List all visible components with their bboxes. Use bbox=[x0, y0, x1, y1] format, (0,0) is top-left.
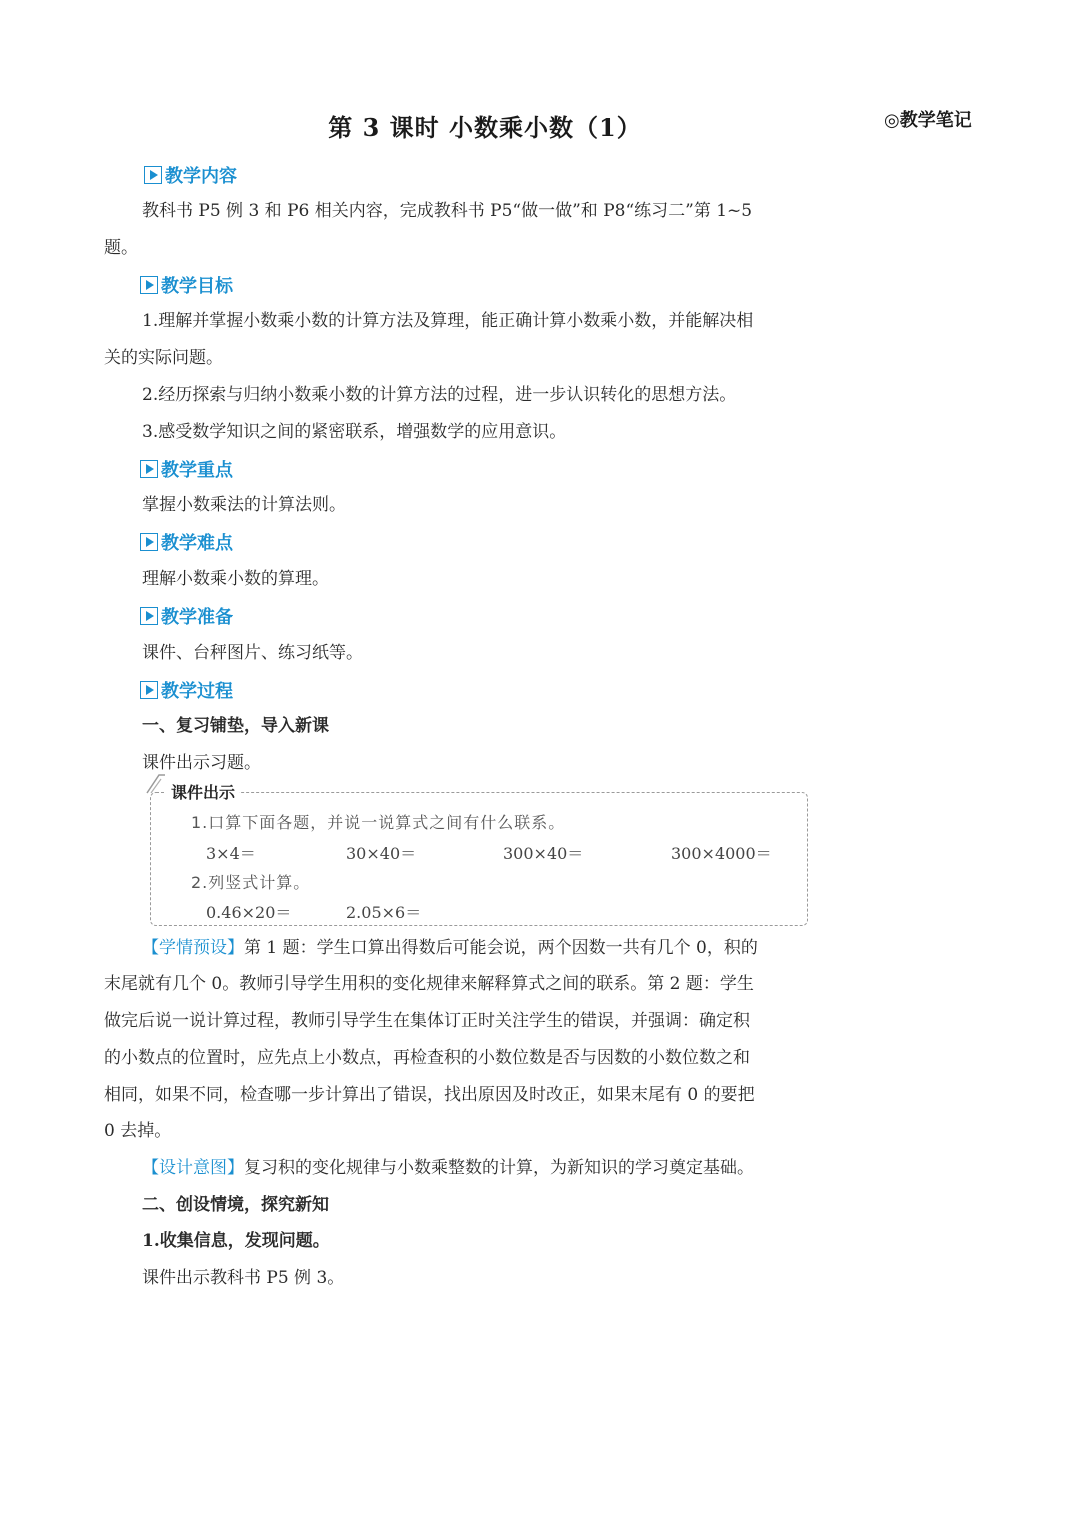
heading-teaching-goals bbox=[104, 266, 824, 303]
heading-label: 教学重点 bbox=[161, 459, 233, 481]
analysis-tag: 【学情预设】 bbox=[142, 937, 244, 958]
analysis-line-3: 做完后说一说计算过程，教师引导学生在集体订正时关注学生的错误，并强调：确定积 bbox=[104, 1011, 750, 1032]
teaching-notes-label: ◎教学笔记 bbox=[884, 110, 972, 131]
goal-1-line2: 关的实际问题。 bbox=[104, 348, 223, 369]
design-text: 复习积的变化规律与小数乘整数的计算，为新知识的学习奠定基础。 bbox=[244, 1157, 754, 1178]
heading-label: 教学目标 bbox=[161, 275, 233, 297]
heading-label: 教学过程 bbox=[161, 680, 233, 702]
analysis-line-1 bbox=[104, 930, 824, 967]
part1-title: 一、复习铺垫，导入新课 bbox=[142, 716, 329, 737]
play-icon bbox=[140, 533, 158, 551]
heading-label: 教学内容 bbox=[165, 165, 237, 187]
analysis-line-2: 末尾就有几个 0。教师引导学生用积的变化规律来解释算式之间的联系。第 2 题：学生 bbox=[104, 974, 754, 995]
q2-item: 0.46×20＝ bbox=[206, 902, 292, 922]
play-icon bbox=[140, 276, 158, 294]
play-icon bbox=[144, 166, 162, 184]
content-text-line2: 题。 bbox=[104, 237, 138, 258]
play-icon bbox=[140, 460, 158, 478]
q1-item: 300×40＝ bbox=[503, 843, 584, 863]
part1-text: 课件出示习题。 bbox=[142, 753, 261, 774]
heading-difficulty bbox=[104, 524, 824, 561]
difficulty-text: 理解小数乘小数的算理。 bbox=[142, 568, 329, 589]
heading-process bbox=[104, 671, 824, 708]
design-tag: 【设计意图】 bbox=[142, 1157, 244, 1178]
heading-label: 教学难点 bbox=[161, 533, 233, 555]
page-title: 第 3 课时 小数乘小数（1） bbox=[328, 113, 642, 142]
courseware-label: 课件出示 bbox=[165, 780, 239, 803]
heading-key-point bbox=[104, 450, 824, 487]
analysis-line-4: 的小数点的位置时，应先点上小数点，再检查积的小数位数是否与因数的小数位数之和 bbox=[104, 1047, 750, 1068]
part2-subtitle: 1.收集信息，发现问题。 bbox=[142, 1231, 330, 1252]
key-point-text: 掌握小数乘法的计算法则。 bbox=[142, 495, 346, 516]
goal-3: 3.感受数学知识之间的紧密联系，增强数学的应用意识。 bbox=[142, 421, 567, 442]
q1-item: 30×40＝ bbox=[346, 843, 417, 863]
design-intent bbox=[104, 1150, 824, 1187]
play-icon bbox=[140, 681, 158, 699]
heading-preparation bbox=[104, 598, 824, 635]
heading-label: 教学准备 bbox=[161, 607, 233, 629]
q1-item: 300×4000＝ bbox=[671, 843, 772, 863]
heading-teaching-content bbox=[104, 156, 824, 193]
content-text-line1: 教科书 P5 例 3 和 P6 相关内容，完成教科书 P5“做一做”和 P8“练习二”第 1~5 bbox=[142, 201, 753, 221]
part2-text: 课件出示教科书 P5 例 3。 bbox=[142, 1268, 345, 1289]
courseware-question-1: 1.口算下面各题，并说一说算式之间有什么联系。 bbox=[191, 812, 566, 832]
goal-1-line1: 1.理解并掌握小数乘小数的计算方法及算理，能正确计算小数乘小数，并能解决相 bbox=[142, 311, 754, 332]
preparation-text: 课件、台秤图片、练习纸等。 bbox=[142, 642, 363, 663]
q2-item: 2.05×6＝ bbox=[346, 902, 422, 922]
courseware-box bbox=[150, 782, 808, 926]
lesson-content bbox=[104, 156, 824, 1297]
analysis-line-5: 相同，如果不同，检查哪一步计算出了错误，找出原因及时改正，如果末尾有 0 的要把 bbox=[104, 1084, 755, 1105]
q1-item: 3×4＝ bbox=[206, 843, 256, 863]
analysis-line-6: 0 去掉。 bbox=[104, 1121, 172, 1142]
goal-2: 2.经历探索与归纳小数乘小数的计算方法的过程，进一步认识转化的思想方法。 bbox=[142, 384, 737, 405]
analysis-text: 第 1 题：学生口算出得数后可能会说，两个因数一共有几个 0，积的 bbox=[244, 937, 758, 958]
courseware-question-2: 2.列竖式计算。 bbox=[191, 872, 311, 892]
play-icon bbox=[140, 607, 158, 625]
part2-title: 二、创设情境，探究新知 bbox=[142, 1194, 329, 1215]
